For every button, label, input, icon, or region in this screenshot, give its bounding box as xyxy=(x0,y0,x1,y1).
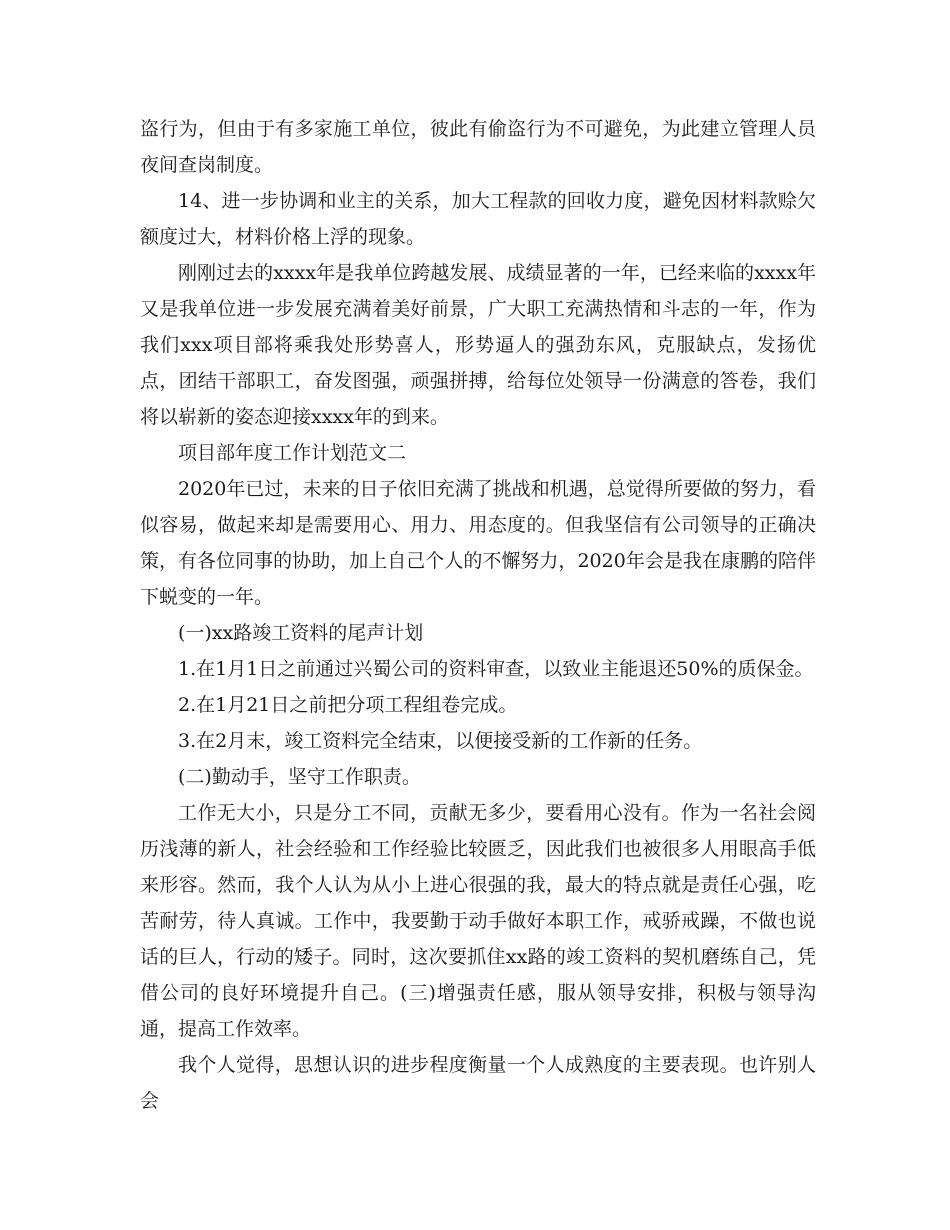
subheading-1: (一)xx路竣工资料的尾声计划 xyxy=(178,622,424,644)
subheading-2: (二)勤动手，坚守工作职责。 xyxy=(178,766,421,788)
paragraph-5: 2020年已过，未来的日子依旧充满了挑战和机遇，总觉得所要做的努力，看似容易，做起来却是需要用心、用力、用态度的。但我坚信有公司领导的正确决策，有各位同事的协助，加上自己个人的不懈努力，2020年会是我在康鹏的陪伴下蜕变的一年。 xyxy=(140,478,816,608)
document-body xyxy=(140,111,816,1119)
paragraph-12: 我个人觉得，思想认识的进步程度衡量一个人成熟度的主要表现。也许别人会 xyxy=(140,1054,816,1112)
paragraph-1: 盗行为，但由于有多家施工单位，彼此有偷盗行为不可避免，为此建立管理人员夜间查岗制度。 xyxy=(140,118,816,176)
section-heading: 项目部年度工作计划范文二 xyxy=(178,442,407,464)
paragraph-11: 工作无大小，只是分工不同，贡献无多少，要看用心没有。作为一名社会阅历浅薄的新人，社会经验和工作经验比较匮乏，因此我们也被很多人用眼高手低来形容。然而，我个人认为从小上进心很强的我，最大的特点就是责任心强，吃苦耐劳，待人真诚。工作中，我要勤于动手做好本职工作，戒骄戒躁，不做也说话的巨人，行动的矮子。同时，这次要抓住xx路的竣工资料的契机磨练自己，凭借公司的良好环境提升自己。(三)增强责任感，服从领导安排，积极与领导沟通，提高工作效率。 xyxy=(140,802,816,1040)
list-item-2: 2.在1月21日之前把分项工程组卷完成。 xyxy=(178,694,518,716)
list-item-1: 1.在1月1日之前通过兴蜀公司的资料审查，以致业主能退还50%的质保金。 xyxy=(178,658,814,680)
paragraph-3: 刚刚过去的xxxx年是我单位跨越发展、成绩显著的一年，已经来临的xxxx年又是我单位进一步发展充满着美好前景，广大职工充满热情和斗志的一年，作为我们xxx项目部将乘我处形势喜人，形势逼人的强劲东风，克服缺点，发扬优点，团结干部职工，奋发图强，顽强拼搏，给每位处领导一份满意的答卷，我们将以崭新的姿态迎接xxxx年的到来。 xyxy=(140,262,816,428)
paragraph-2: 14、进一步协调和业主的关系，加大工程款的回收力度，避免因材料款赊欠额度过大，材料价格上浮的现象。 xyxy=(140,190,816,248)
list-item-3: 3.在2月末，竣工资料完全结束，以便接受新的工作新的任务。 xyxy=(178,730,703,752)
